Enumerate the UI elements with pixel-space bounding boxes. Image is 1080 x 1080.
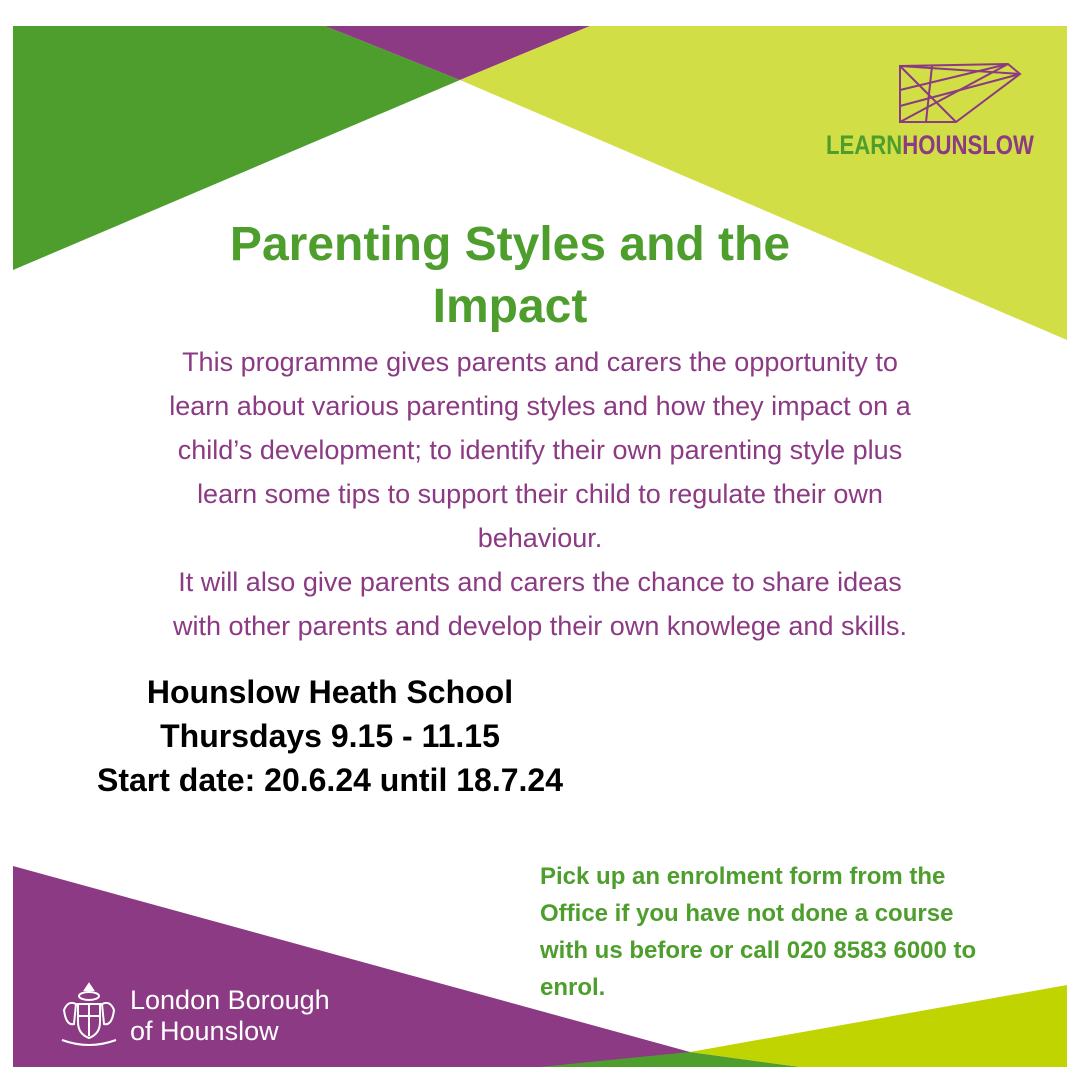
enrol-line: Pick up an enrolment form from the xyxy=(540,863,946,890)
coat-of-arms-icon xyxy=(54,980,124,1050)
council-line-1: London Borough xyxy=(130,985,330,1015)
enrol-line: enrol. xyxy=(540,974,606,1001)
enrolment-info xyxy=(540,858,1060,1006)
description-line: behaviour. xyxy=(477,523,603,553)
enrol-line: Office if you have not done a course xyxy=(540,900,954,927)
description-line: with other parents and develop their own knowlege and skills. xyxy=(173,611,907,641)
schedule-text: Thursdays 9.15 - 11.15 xyxy=(160,718,500,754)
page-title xyxy=(130,214,890,338)
dates-text: Start date: 20.6.24 until 18.7.24 xyxy=(97,762,563,798)
enrol-line: with us before or call 020 8583 6000 to xyxy=(540,937,977,964)
title-line-1: Parenting Styles and the xyxy=(229,218,791,271)
logo-word-hounslow: HOUNSLOW xyxy=(902,130,1034,160)
title-line-2: Impact xyxy=(432,280,588,333)
venue-text: Hounslow Heath School xyxy=(146,674,514,710)
course-details xyxy=(30,670,630,802)
description-line: learn about various parenting styles and how they impact on a xyxy=(169,391,911,421)
description-line: This programme gives parents and carers the opportunity to xyxy=(182,347,898,377)
council-line-2: of Hounslow xyxy=(130,1016,279,1046)
description-line: learn some tips to support their child to regulate their own xyxy=(197,479,883,509)
programme-description xyxy=(40,340,1040,648)
logo-word-learn: LEARN xyxy=(826,130,903,160)
description-line: It will also give parents and carers the chance to share ideas xyxy=(178,567,902,597)
council-name xyxy=(130,985,330,1047)
description-line: child’s development; to identify their own parenting style plus xyxy=(177,435,903,465)
learn-hounslow-logo xyxy=(826,130,1034,161)
geometric-line-logo-icon xyxy=(896,62,1022,126)
